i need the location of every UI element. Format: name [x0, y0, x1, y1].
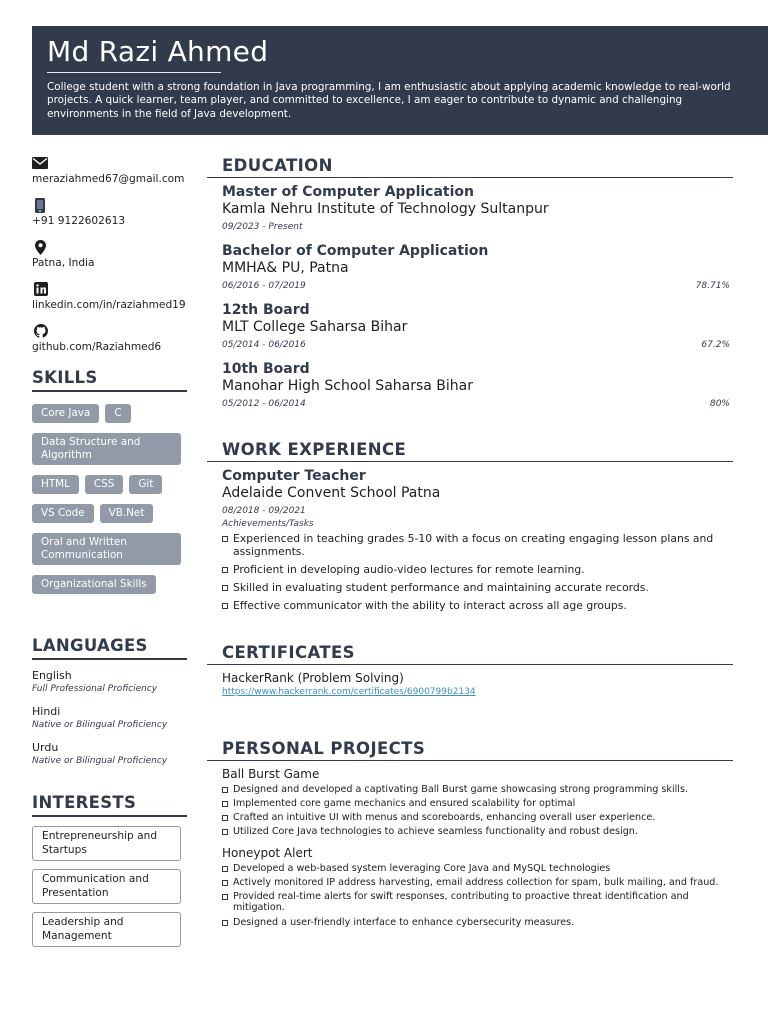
skill-chip: Data Structure and Algorithm: [32, 433, 181, 465]
education-grade: 67.2%: [701, 340, 730, 350]
project-points: [222, 863, 730, 928]
profile-summary: College student with a strong foundation in Java programming, I am enthusiastic about applying academic knowledge to real-world projects. A quick learner, team player, and committed to excellence, I am eager to contribute to dynamic and challenging environments in the field of Java development.: [47, 81, 731, 120]
project-name: Ball Burst Game: [222, 766, 320, 781]
degree-title: 10th Board: [222, 361, 310, 377]
skill-chip: Oral and Written Communication: [32, 533, 181, 565]
language-level: Native or Bilingual Proficiency: [32, 756, 168, 766]
candidate-name: Md Razi Ahmed: [47, 35, 269, 68]
list-item: Implemented core game mechanics and ensured scalability for optimal: [222, 798, 730, 810]
languages-heading: LANGUAGES: [32, 636, 187, 660]
education-section: [207, 155, 733, 411]
interest-item: Leadership and Management: [32, 912, 181, 947]
skill-chip: C: [105, 404, 130, 423]
interest-item: Entrepreneurship and Startups: [32, 826, 181, 861]
right-column: [207, 155, 733, 931]
email-text: meraziahmed67@gmail.com: [32, 173, 185, 185]
degree-title: Bachelor of Computer Application: [222, 243, 489, 259]
interests-section: [32, 793, 187, 947]
education-grade: 80%: [709, 399, 730, 409]
github-text: github.com/Raziahmed6: [32, 341, 162, 353]
project-entry: [207, 767, 733, 838]
project-name: Honeypot Alert: [222, 845, 313, 860]
language-item: [32, 705, 187, 731]
envelope-icon: [32, 155, 187, 171]
language-level: Native or Bilingual Proficiency: [32, 720, 168, 730]
education-meta: [222, 220, 730, 234]
contact-location: [32, 239, 187, 270]
github-icon: [32, 323, 187, 339]
company-name: Adelaide Convent School Patna: [222, 485, 441, 501]
header-banner: [32, 26, 768, 135]
work-entry: [207, 468, 733, 612]
skill-chip: Organizational Skills: [32, 575, 156, 594]
project-entry: [207, 846, 733, 928]
list-item: Crafted an intuitive UI with menus and scoreboards, enhancing overall user experience.: [222, 812, 730, 824]
work-heading: WORK EXPERIENCE: [207, 439, 733, 462]
education-dates: 05/2014 - 06/2016: [222, 340, 306, 350]
contact-phone[interactable]: [32, 197, 187, 228]
education-dates: 05/2012 - 06/2014: [222, 399, 306, 409]
skill-chip: VB.Net: [100, 504, 154, 523]
list-item: Proficient in developing audio-video lectures for remote learning.: [222, 563, 730, 576]
task-list: [222, 532, 730, 612]
linkedin-text: linkedin.com/in/raziahmed19: [32, 299, 186, 311]
contact-linkedin[interactable]: [32, 281, 187, 312]
list-item: Developed a web-based system leveraging Core Java and MySQL technologies: [222, 863, 730, 875]
skills-heading: SKILLS: [32, 368, 187, 392]
job-title: Computer Teacher: [222, 468, 366, 484]
list-item: Utilized Core Java technologies to achieve seamless functionality and robust design.: [222, 826, 730, 838]
education-entry: [207, 302, 733, 352]
list-item: Actively monitored IP address harvesting, email address collection for spam, bulk mailing, and fraud.: [222, 877, 730, 889]
certificate-link[interactable]: https://www.hackerrank.com/certificates/6900799b2134: [222, 686, 476, 697]
language-name: Urdu: [32, 741, 59, 754]
certificate-entry: [207, 671, 733, 698]
skill-chip: HTML: [32, 475, 79, 494]
certificate-name: HackerRank (Problem Solving): [222, 670, 404, 685]
list-item: Experienced in teaching grades 5-10 with a focus on creating engaging lesson plans and assignments.: [222, 532, 730, 559]
phone-icon: [32, 197, 187, 213]
education-entry: [207, 361, 733, 411]
list-item: Effective communicator with the ability to interact across all age groups.: [222, 599, 730, 612]
certificates-heading: CERTIFICATES: [207, 642, 733, 665]
project-points: [222, 784, 730, 838]
skills-list: [32, 404, 187, 594]
education-meta: [222, 397, 730, 411]
language-level: Full Professional Proficiency: [32, 684, 158, 694]
education-meta: [222, 279, 730, 293]
tasks-label: Achievements/Tasks: [222, 519, 314, 529]
work-section: [207, 439, 733, 612]
language-item: [32, 741, 187, 767]
location-text: Patna, India: [32, 257, 95, 269]
contact-github[interactable]: [32, 323, 187, 354]
school-name: Kamla Nehru Institute of Technology Sultanpur: [222, 201, 549, 217]
language-name: Hindi: [32, 705, 61, 718]
degree-title: 12th Board: [222, 302, 310, 318]
language-item: [32, 669, 187, 695]
projects-section: [207, 738, 733, 928]
degree-title: Master of Computer Application: [222, 184, 474, 200]
list-item: Designed a user-friendly interface to enhance cybersecurity measures.: [222, 917, 730, 929]
education-dates: 09/2023 - Present: [222, 222, 303, 232]
school-name: MMHA& PU, Patna: [222, 260, 349, 276]
certificates-section: [207, 642, 733, 698]
list-item: Skilled in evaluating student performance and maintaining accurate records.: [222, 581, 730, 594]
education-entry: [207, 243, 733, 293]
work-dates: [222, 504, 730, 518]
skill-chip: CSS: [85, 475, 123, 494]
location-pin-icon: [32, 239, 187, 255]
list-item: Designed and developed a captivating Ball Burst game showcasing strong programming skills.: [222, 784, 730, 796]
education-meta: [222, 338, 730, 352]
skills-section: [32, 368, 187, 594]
language-name: English: [32, 669, 72, 682]
education-grade: 78.71%: [695, 281, 730, 291]
linkedin-icon: [32, 281, 187, 297]
school-name: Manohar High School Saharsa Bihar: [222, 378, 474, 394]
list-item: Provided real-time alerts for swift responses, contributing to proactive threat identification and mitigation.: [222, 891, 730, 914]
languages-section: [32, 636, 187, 767]
contact-email[interactable]: [32, 155, 187, 186]
interests-heading: INTERESTS: [32, 793, 187, 817]
education-heading: EDUCATION: [207, 155, 733, 178]
school-name: MLT College Saharsa Bihar: [222, 319, 408, 335]
skill-chip: Core Java: [32, 404, 99, 423]
interest-item: Communication and Presentation: [32, 869, 181, 904]
projects-heading: PERSONAL PROJECTS: [207, 738, 733, 761]
left-column: [32, 155, 187, 955]
education-entry: [207, 184, 733, 234]
work-dates-text: 08/2018 - 09/2021: [222, 506, 306, 516]
skill-chip: Git: [129, 475, 162, 494]
skill-chip: VS Code: [32, 504, 94, 523]
phone-text: +91 9122602613: [32, 215, 126, 227]
education-dates: 06/2016 - 07/2019: [222, 281, 306, 291]
name-underline: [47, 72, 221, 73]
